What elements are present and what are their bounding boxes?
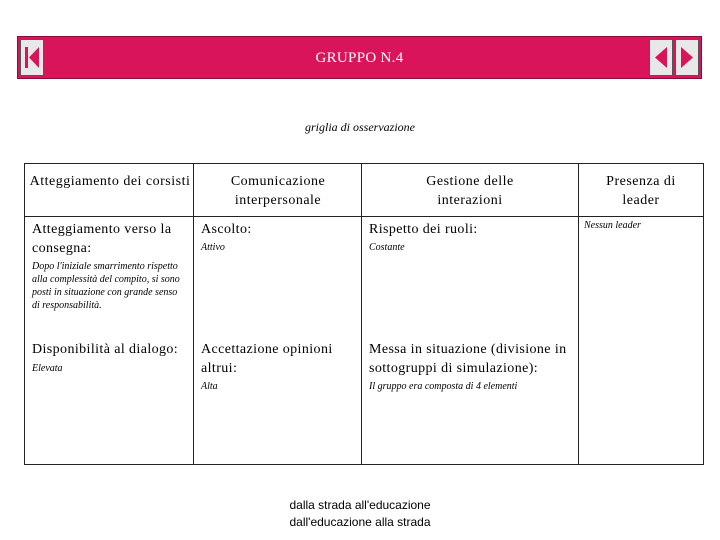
next-slide-icon <box>676 40 698 75</box>
footer-line-2: dall'educazione alla strada <box>289 515 431 529</box>
row1-col1-note: Dopo l'iniziale smarrimento rispetto alla complessità del compito, si sono posti in situazione con grande senso di responsabilità. <box>32 261 180 311</box>
row2-col3-label: Messa in situazione (divisione in sottogruppi di simulazione): <box>369 342 567 376</box>
row2-col1-note: Elevata <box>32 363 63 374</box>
row2-col1-label: Disponibilità al dialogo: <box>32 342 179 357</box>
slide-title: GRUPPO N.4 <box>315 50 404 66</box>
footer-line-1: dalla strada all'educazione <box>289 498 431 512</box>
row1-col3-note: Costante <box>369 242 405 253</box>
column-divider <box>578 164 579 464</box>
column-header-leader: Presenza di leader <box>606 174 676 208</box>
page-subtitle: griglia di osservazione <box>305 120 415 134</box>
previous-slide-icon <box>650 40 672 75</box>
row1-col1-label: Atteggiamento verso la consegna: <box>32 222 172 256</box>
footer-motto <box>0 497 720 531</box>
column-header-comunicazione: Comunicazione interpersonale <box>230 174 326 208</box>
observation-grid <box>24 163 704 465</box>
row1-col2-note: Attivo <box>201 242 225 253</box>
previous-slide-button[interactable] <box>649 39 673 76</box>
row2-col2-note: Alta <box>201 381 218 392</box>
row2-col2-label: Accettazione opinioni altrui: <box>201 342 333 376</box>
column-divider <box>361 164 362 464</box>
next-slide-button[interactable] <box>675 39 699 76</box>
column-header-atteggiamento: Atteggiamento dei corsisti <box>29 174 191 189</box>
column-divider <box>193 164 194 464</box>
row1-col2-label: Ascolto: <box>201 222 252 237</box>
column-header-gestione: Gestione delle interazioni <box>426 174 514 208</box>
header-divider <box>25 216 703 217</box>
row1-col3-label: Rispetto dei ruoli: <box>369 222 478 237</box>
row2-col3-note: Il gruppo era composta di 4 elementi <box>369 381 518 392</box>
row1-col4-note: Nessun leader <box>584 220 641 231</box>
header-bar <box>17 36 702 79</box>
